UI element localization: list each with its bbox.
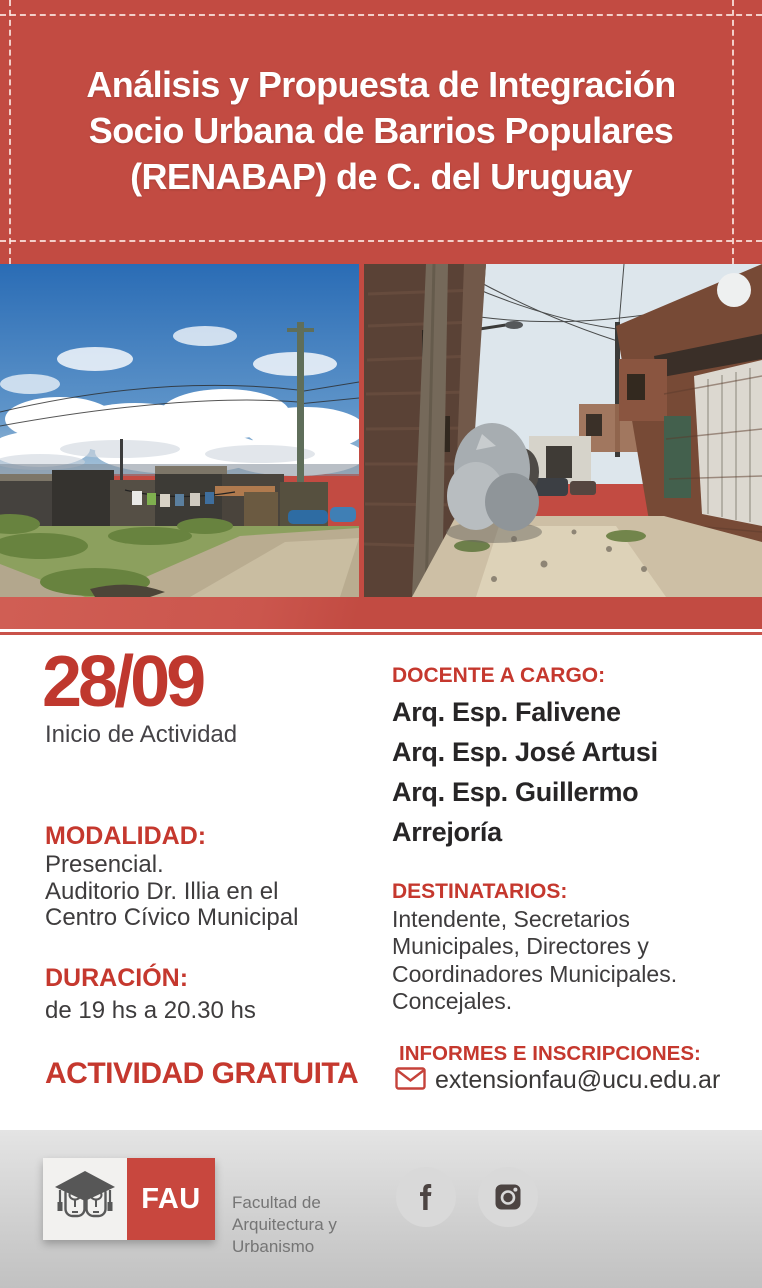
faculty-line-3: Urbanismo [232, 1237, 315, 1256]
contact-email[interactable]: extensionfau@ucu.edu.ar [435, 1066, 721, 1094]
event-date-caption: Inicio de Actividad [45, 721, 238, 748]
contact-label: INFORMES E INSCRIPCIONES: [399, 1042, 701, 1065]
title-line-3: (RENABAP) de C. del Uruguay [130, 156, 632, 197]
modality-label: MODALIDAD: [45, 822, 207, 850]
audience-line-2: Municipales, Directores y [392, 933, 649, 960]
audience-text [392, 906, 677, 1015]
dashed-border-left [9, 0, 11, 264]
modality-text [45, 852, 298, 932]
faculty-line-2: Arquitectura y [232, 1215, 337, 1234]
footer-bar [0, 1130, 762, 1288]
dashed-border-bottom [0, 240, 762, 242]
header-banner [0, 0, 762, 264]
modality-line-3: Centro Cívico Municipal [45, 904, 299, 931]
modality-line-2: Auditorio Dr. Illia en el [45, 877, 279, 905]
duration-label: DURACIÓN: [45, 964, 189, 992]
faculty-name [232, 1192, 337, 1258]
teacher-item: Arq. Esp. José Artusi [392, 737, 658, 767]
audience-line-4: Concejales. [392, 987, 513, 1014]
fau-acronym: FAU [127, 1158, 215, 1240]
social-links [396, 1167, 538, 1227]
contact-row [395, 1066, 720, 1095]
faculty-line-1: Facultad de [232, 1193, 321, 1212]
teacher-item: Arq. Esp. Falivene [392, 697, 621, 727]
alley-photo [364, 264, 762, 597]
instagram-icon[interactable] [478, 1167, 538, 1227]
teachers-label: DOCENTE A CARGO: [392, 664, 606, 687]
thin-red-line [0, 632, 762, 635]
audience-line-1: Intendente, Secretarios [392, 906, 630, 932]
dashed-border-top [0, 14, 762, 16]
title-line-1: Análisis y Propuesta de Integración [86, 64, 676, 105]
facebook-icon[interactable] [396, 1167, 456, 1227]
teacher-item: Arq. Esp. Guillermo Arrejoría [392, 777, 639, 847]
red-divider-band [0, 597, 762, 629]
graduation-cap-faces-emblem-icon [43, 1158, 127, 1240]
modality-line-1: Presencial. [45, 851, 164, 878]
free-activity-text: ACTIVIDAD GRATUITA [45, 1057, 359, 1090]
settlement-photo [0, 264, 359, 597]
audience-label: DESTINATARIOS: [392, 880, 568, 903]
envelope-icon [395, 1067, 426, 1095]
audience-line-3: Coordinadores Municipales. [392, 960, 678, 987]
fau-logo [43, 1158, 215, 1240]
duration-text: de 19 hs a 20.30 hs [45, 997, 256, 1024]
teachers-list [392, 692, 730, 852]
event-date: 28/09 [42, 642, 203, 722]
photo-strip [0, 264, 762, 597]
title-line-2: Socio Urbana de Barrios Populares [88, 110, 674, 151]
page-title [20, 62, 742, 200]
